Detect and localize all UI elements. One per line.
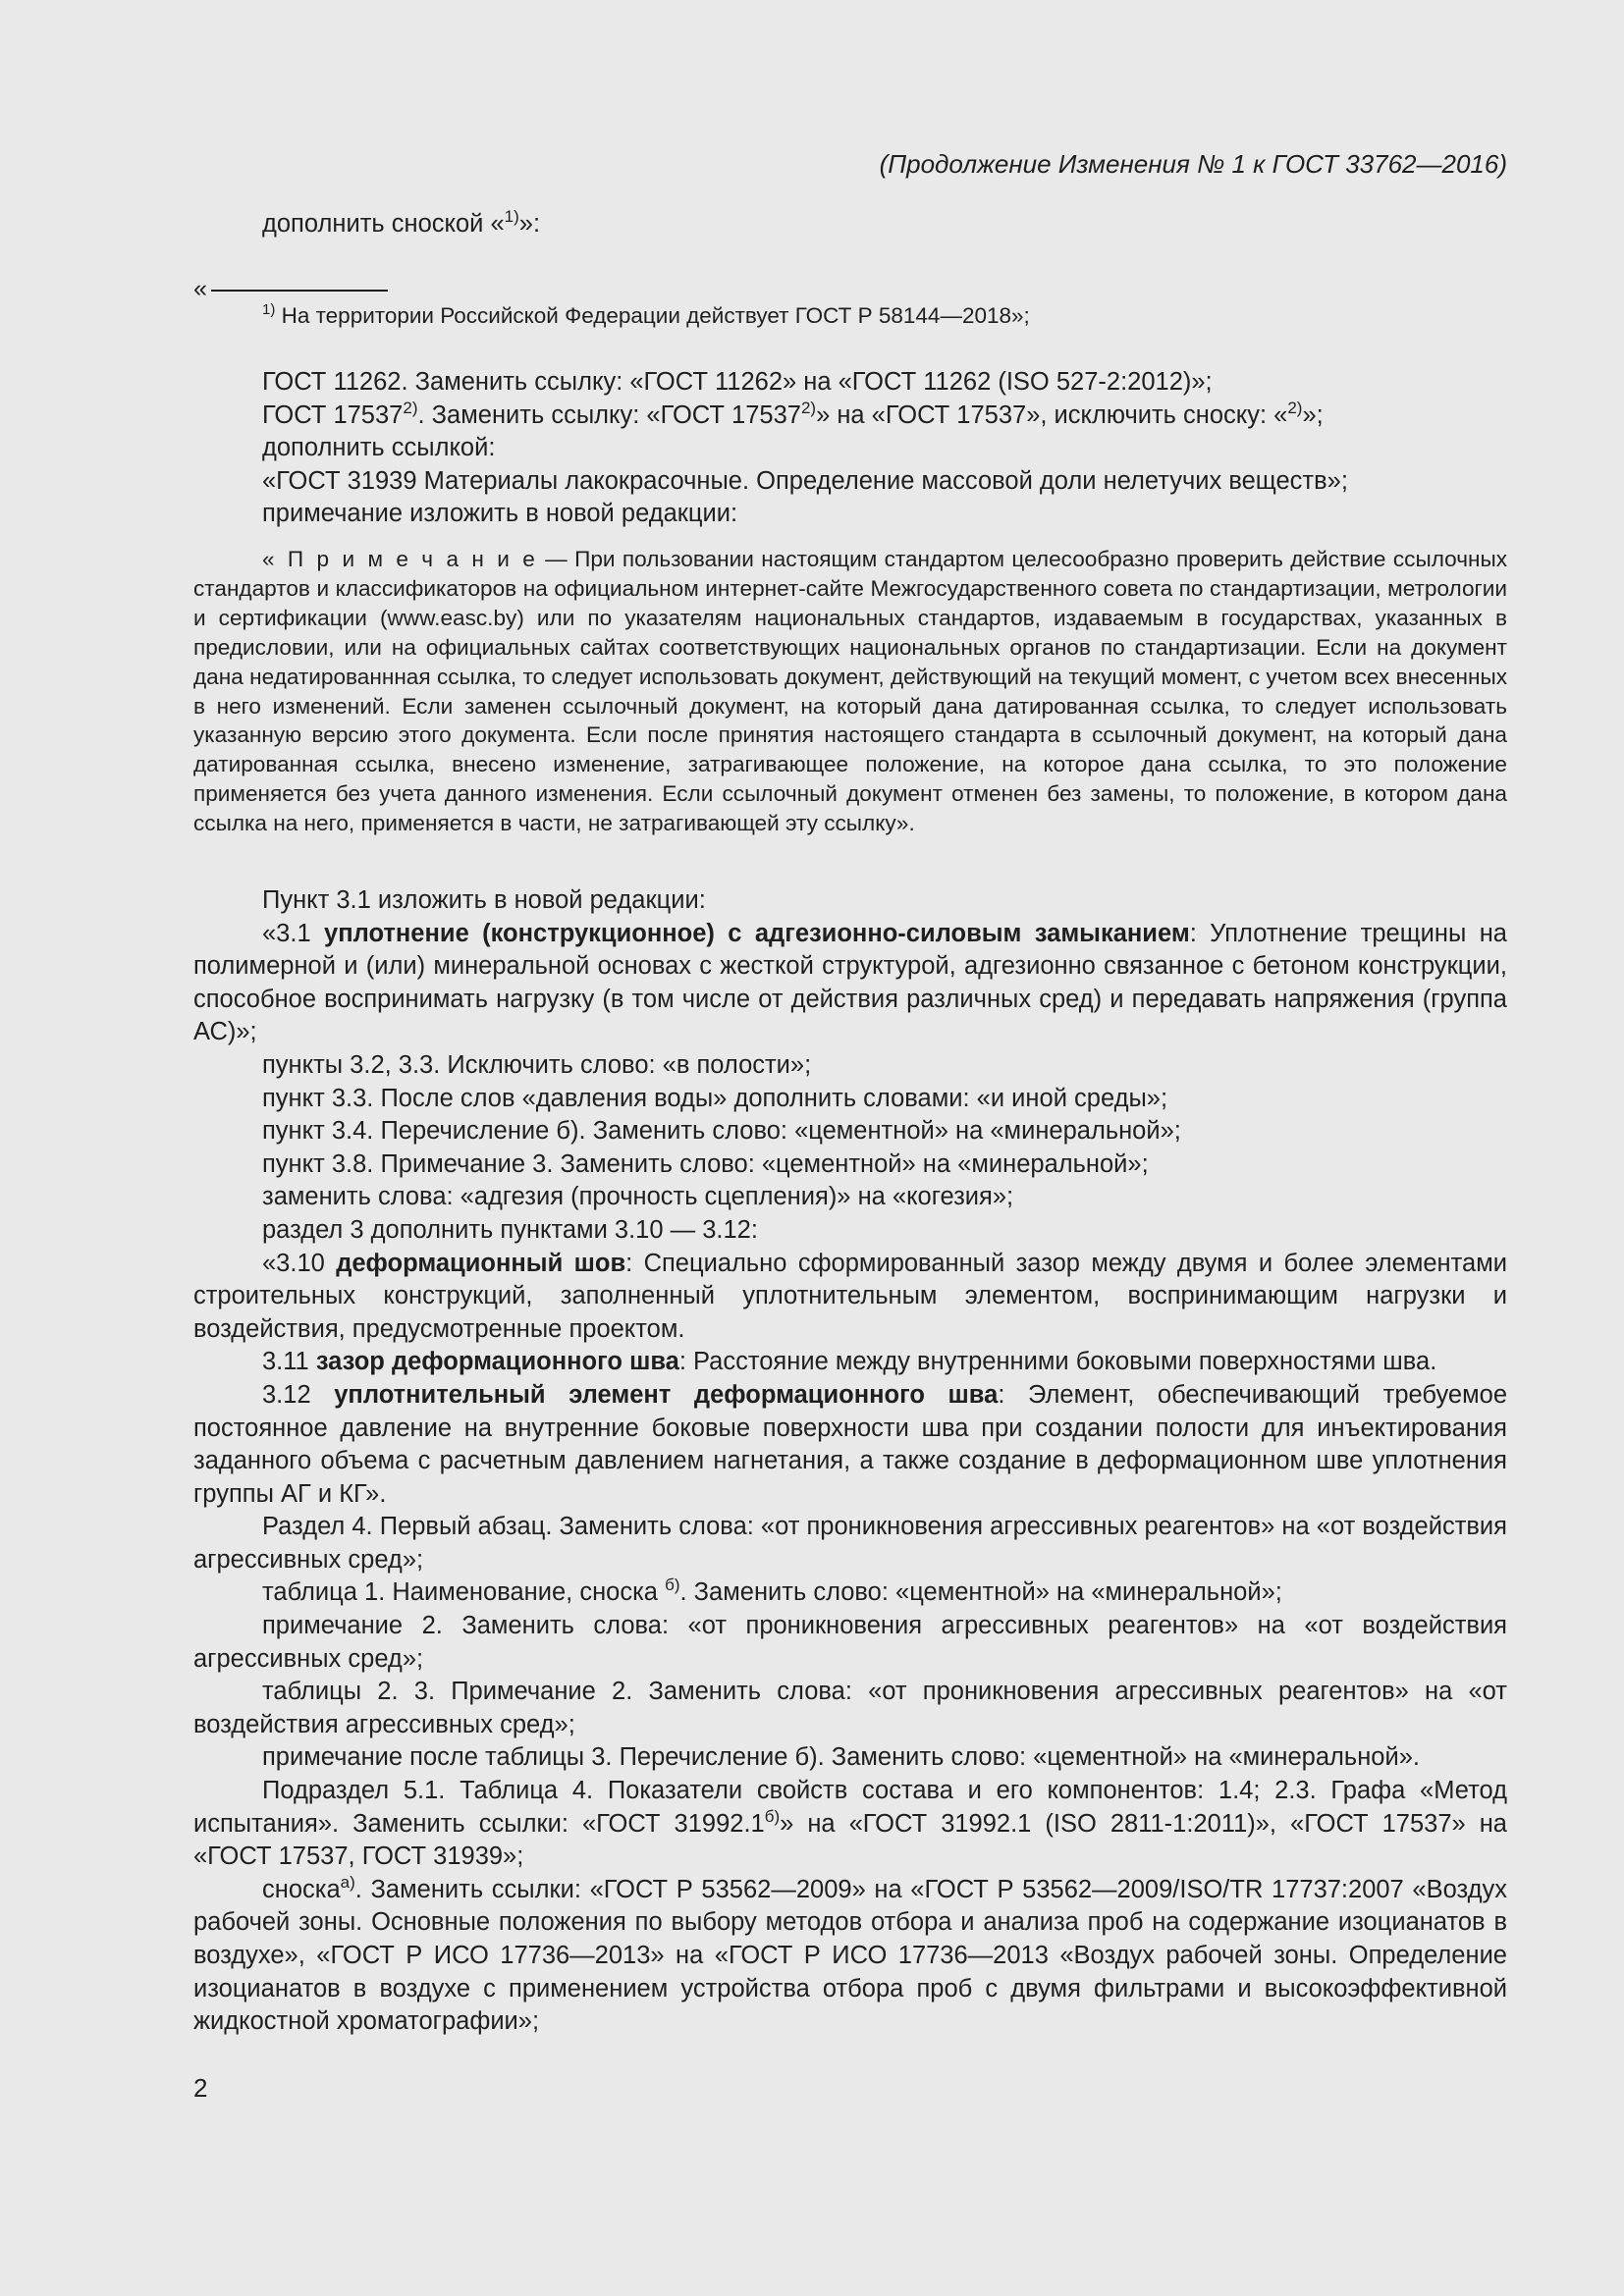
body-p8: раздел 3 дополнить пунктами 3.10 — 3.12: [262, 1215, 758, 1244]
term-3-12: уплотнительный элемент деформационного шва [334, 1380, 999, 1409]
term-3-10-definition: : Специально сформированный зазор между двумя и более элементами строительных конструкций, заполненный уплотнительным элементом, воспринимающим нагрузки и воздействия, предусмотренные проектом. [193, 1249, 1507, 1343]
ref-line-3: дополнить ссылкой: [262, 434, 496, 462]
body-p6: пункт 3.8. Примечание 3. Заменить слово: «цементной» на «минеральной»; [262, 1149, 1149, 1178]
term-3-12-number: 3.12 [262, 1380, 335, 1409]
body-p17 [193, 1775, 1507, 1874]
body-p13 [193, 1576, 1507, 1610]
body-p5: пункт 3.4. Перечисление б). Заменить слово: «цементной» на «минеральной»; [262, 1117, 1181, 1146]
body-p10 [193, 1346, 1507, 1379]
term-3-1: уплотнение (конструкционное) с адгезионно-силовым замыканием [324, 919, 1190, 947]
term-3-10: деформационный шов [336, 1249, 626, 1277]
ref-line-1: ГОСТ 11262. Заменить ссылку: «ГОСТ 11262» на «ГОСТ 11262 (ISO 527-2:2012)»; [262, 368, 1213, 396]
ref-line-2-a: ГОСТ 17537 [262, 400, 404, 429]
body-p18-b: . Заменить ссылки: «ГОСТ Р 53562—2009» на «ГОСТ Р 53562—2009/ISO/TR 17737:2007 «Воздух рабочей зоны. Основные положения по выбору методов отбора и анализа проб на содержание изоцианатов в воздухе», «ГОСТ Р ИСО 17736—2013» на «ГОСТ Р ИСО 17736—2013 «Воздух рабочей зоны. Определение изоцианатов в воздухе с применением устройства отбора проб с двумя фильтрами и высокоэффективной жидкостной хроматографии»; [193, 1875, 1507, 2036]
note-text: — При пользовании настоящим стандартом целесообразно проверить действие ссылочных стандартов и классификаторов на официальном интернет-сайте Межгосударственного совета по стандартизации, метрологии и сертификации (www.easc.by) или по указателям национальных стандартов, издаваемым в государствах, указанных в предисловии, или на официальных сайтах соответствующих национальных органов по стандартизации. Если на документ дана недатированнная ссылка, то следует использовать документ, действующий на текущий момент, с учетом всех внесенных в него изменений. Если заменен ссылочный документ, на который дана датированная ссылка, то следует использовать указанную версию этого документа. Если после принятия настоящего стандарта в ссылочный документ, на который дана датированная ссылка, внесено изменение, затрагивающее положение, на которое дана ссылка, то это положение применяется без учета данного изменения. Если ссылочный документ отменен без замены, то положение, в котором дана ссылка на него, применяется в части, не затрагивающей эту ссылку». [193, 547, 1507, 836]
footnote-open-quote: « [193, 275, 207, 302]
ref-line-2-sup2: 2) [800, 398, 817, 417]
footnote-body: На территории Российской Федерации действует ГОСТ Р 58144—2018»; [275, 303, 1030, 328]
note-paragraph [193, 545, 1507, 838]
body-p7: заменить слова: «адгезия (прочность сцепления)» на «когезия»; [262, 1183, 1014, 1211]
continuation-header: (Продолжение Изменения № 1 к ГОСТ 33762—2016) [879, 149, 1507, 179]
ref-line-2-sup1: 2) [403, 398, 418, 417]
body-p18-a: сноска [262, 1875, 341, 1903]
body-p2 [193, 918, 1507, 1049]
body-p18-sup: а) [340, 1872, 355, 1892]
body-p11 [193, 1379, 1507, 1511]
body-p18 [193, 1874, 1507, 2039]
body-p17-b: » на «ГОСТ 31992.1 (ISO 2811-1:2011)», «ГОСТ 17537» на «ГОСТ 17537, ГОСТ 31939»; [193, 1809, 1507, 1871]
body-p15: таблицы 2. 3. Примечание 2. Заменить слова: «от проникновения агрессивных реагентов» на «от воздействия агрессивных сред»; [193, 1678, 1507, 1738]
term-3-11-definition: : Расстояние между внутренними боковыми поверхностями шва. [678, 1348, 1437, 1376]
intro-sup: 1) [504, 207, 519, 226]
term-3-1-definition: : Уплотнение трещины на полимерной и (или) минеральной основах с жесткой структурой, адгезионно связанное с бетоном конструкции, способное воспринимать нагрузку (в том числе от действия различных сред) и передавать напряжения (группа АС)»; [193, 919, 1507, 1046]
body-p13-a: таблица 1. Наименование, сноска [262, 1578, 666, 1607]
ref-line-2 [193, 400, 1507, 433]
body-p3: пункты 3.2, 3.3. Исключить слово: «в полости»; [262, 1050, 812, 1079]
term-3-1-number: «3.1 [262, 919, 325, 947]
body-block [193, 884, 1507, 2039]
ref-line-2-b: . Заменить ссылку: «ГОСТ 17537 [417, 400, 801, 429]
term-3-11-number: 3.11 [262, 1348, 316, 1376]
body-p14: примечание 2. Заменить слова: «от проникновения агрессивных реагентов» на «от воздействия агрессивных сред»; [193, 1612, 1507, 1673]
term-3-10-number: «3.10 [262, 1249, 337, 1277]
body-p4: пункт 3.3. После слов «давления воды» дополнить словами: «и иной среды»; [262, 1084, 1168, 1112]
body-p1: Пункт 3.1 изложить в новой редакции: [262, 886, 706, 914]
term-3-12-definition: : Элемент, обеспечивающий требуемое постоянное давление на внутренние боковые поверхности шва при создании полости для инъектирования заданного объема с расчетным давлением нагнетания, а также создание в деформационном шве уплотнения группы АГ и КГ». [193, 1380, 1508, 1508]
page-number: 2 [193, 2073, 208, 2103]
ref-line-4: «ГОСТ 31939 Материалы лакокрасочные. Определение массовой доли нелетучих веществ»; [262, 466, 1348, 495]
footnote-sup: 1) [262, 301, 276, 318]
footnote-divider [211, 290, 388, 292]
ref-line-2-d: »; [1302, 400, 1324, 429]
body-p13-sup: б) [665, 1575, 680, 1595]
footnote-text [193, 301, 1507, 331]
intro-line [193, 208, 1507, 241]
footnote-rule [193, 275, 390, 302]
body-p17-a: Подраздел 5.1. Таблица 4. Показатели свойств состава и его компонентов: 1.4; 2.3. Графа «Метод испытания». Заменить ссылки: «ГОСТ 31992.1 [193, 1777, 1507, 1838]
ref-line-2-sup3: 2) [1287, 398, 1303, 417]
intro-tail: »: [518, 210, 541, 238]
ref-line-2-c: » на «ГОСТ 17537», исключить сноску: « [816, 400, 1288, 429]
references-block [193, 366, 1507, 531]
term-3-11: зазор деформационного шва [315, 1348, 679, 1376]
body-p9 [193, 1248, 1507, 1347]
intro-text: дополнить сноской « [262, 210, 505, 238]
body-p13-b: . Заменить слово: «цементной» на «минеральной»; [679, 1578, 1282, 1607]
body-p16: примечание после таблицы 3. Перечисление б). Заменить слово: «цементной» на «минеральной». [262, 1743, 1420, 1772]
body-p12: Раздел 4. Первый абзац. Заменить слова: «от проникновения агрессивных реагентов» на «от воздействия агрессивных сред»; [193, 1513, 1507, 1574]
body-p17-sup: б) [764, 1806, 781, 1826]
note-lead: « П р и м е ч а н и е [262, 547, 538, 571]
ref-line-5: примечание изложить в новой редакции: [262, 500, 738, 528]
